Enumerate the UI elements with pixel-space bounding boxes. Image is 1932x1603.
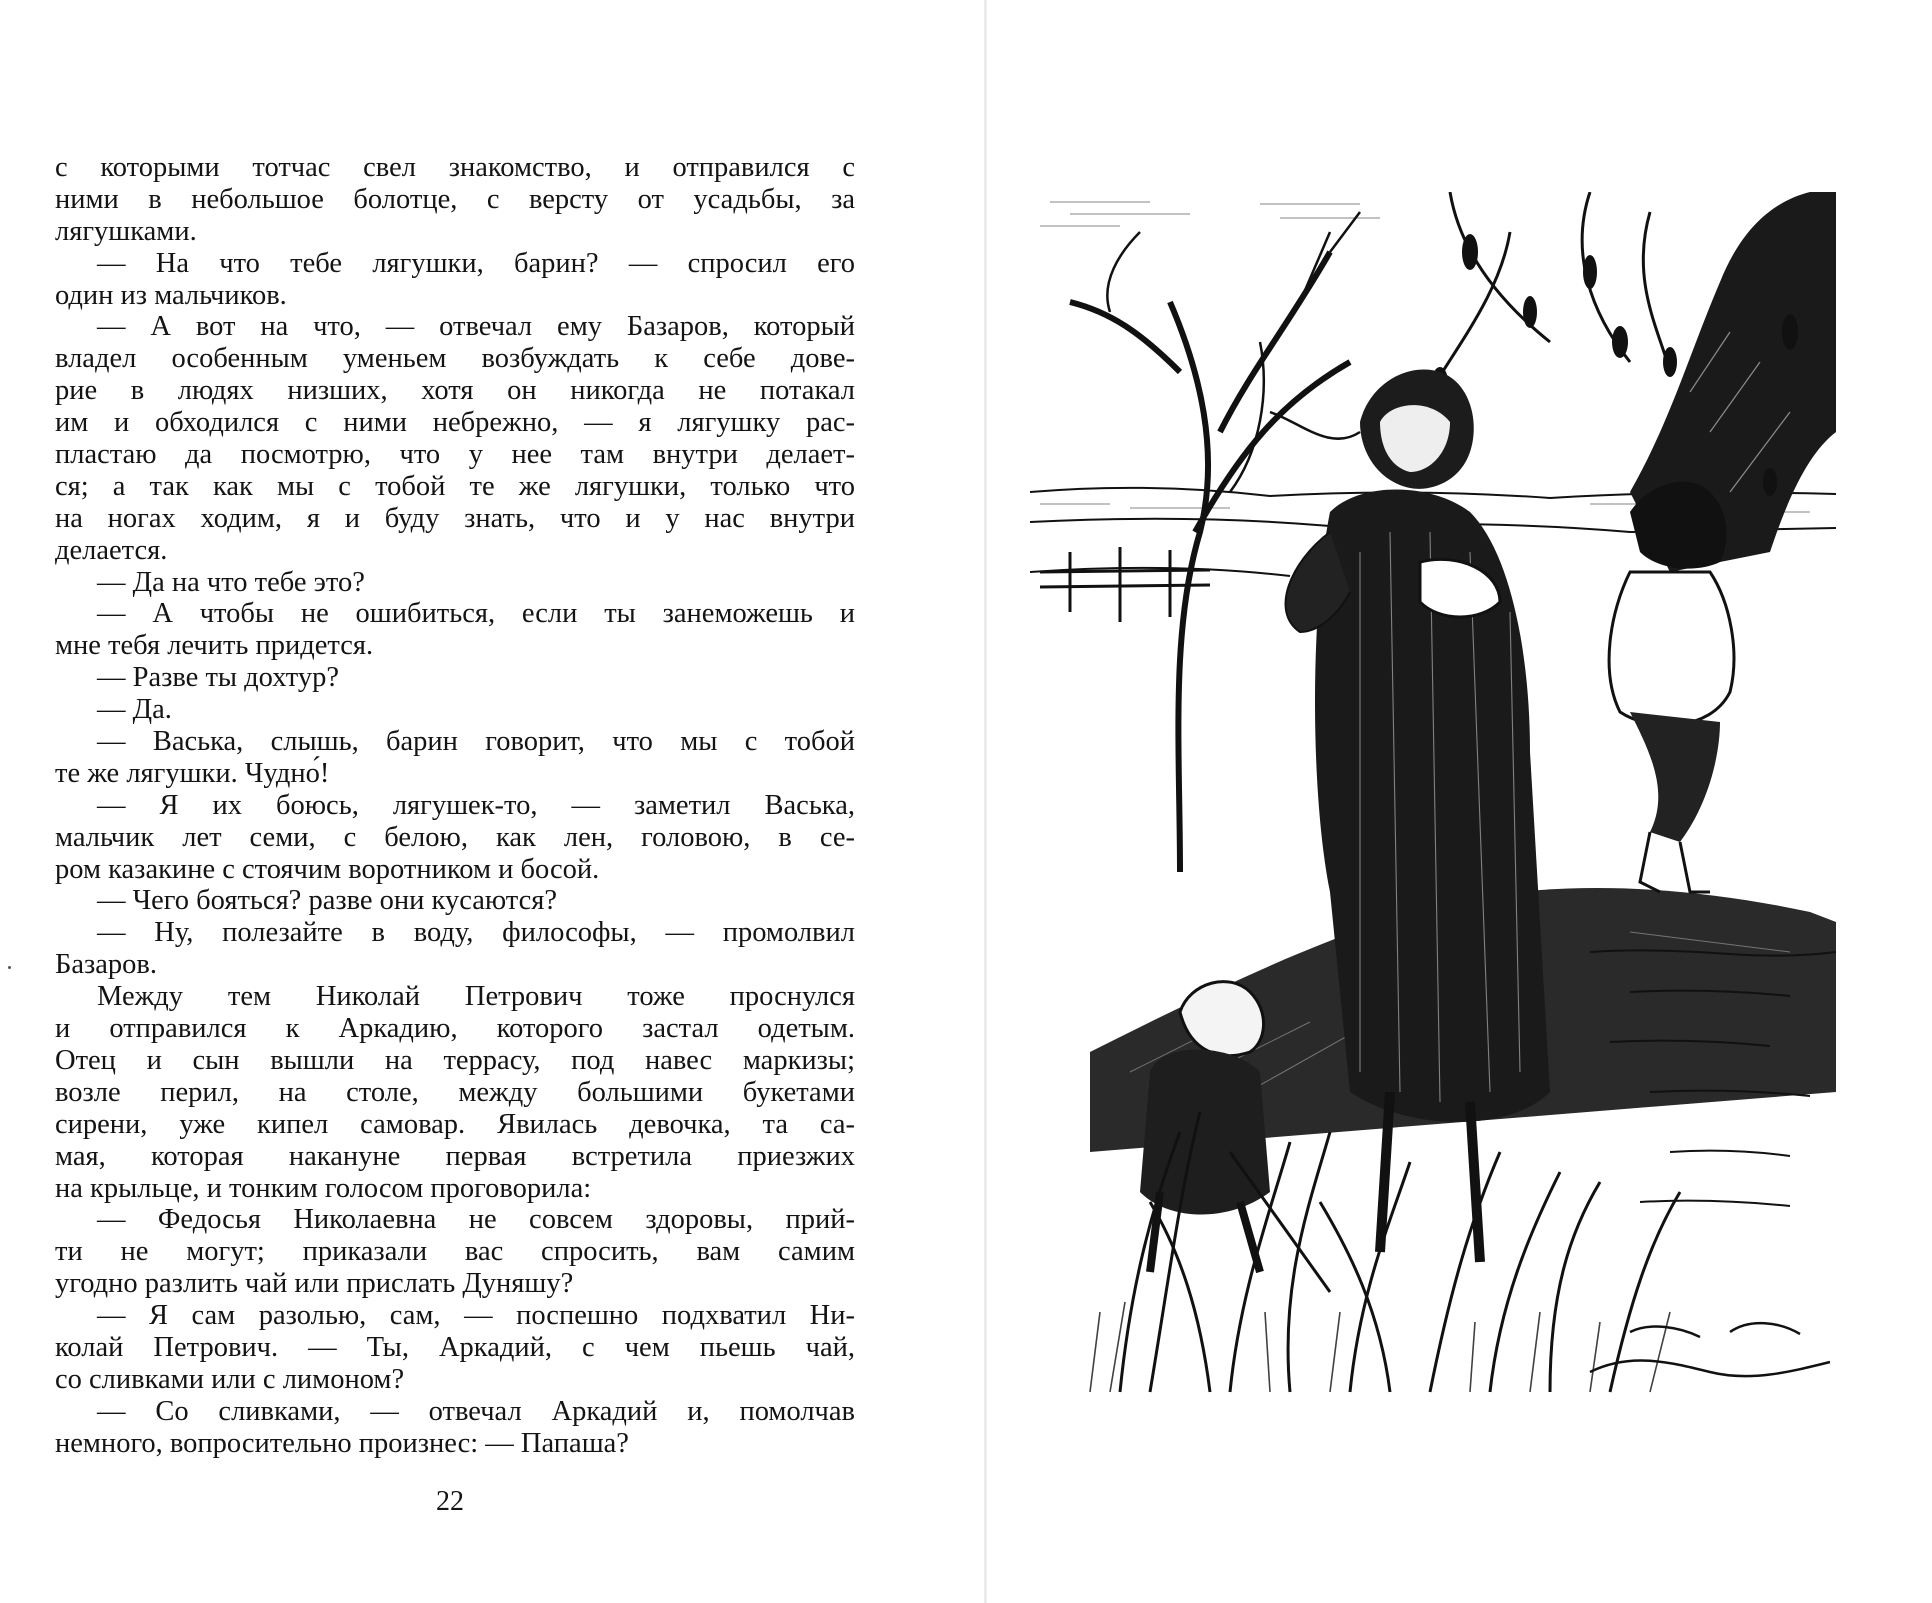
text-line: со сливками или с лимоном? [55, 1363, 405, 1395]
text-line: те же лягушки. Чудно́! [55, 757, 330, 789]
text-line: Между тем Николай Петрович тоже проснулся [97, 981, 855, 1013]
text-line: на крыльце, и тонким голосом проговорила: [55, 1172, 592, 1204]
text-line: — Ну, полезайте в воду, философы, — промолвил [97, 917, 855, 949]
text-line: Базаров. [55, 949, 158, 981]
text-line: один из мальчиков. [55, 279, 287, 311]
ink-speck [8, 966, 11, 969]
text-line: им и обходился с ними небрежно, — я лягушку рас- [55, 407, 855, 439]
text-line: с которыми тотчас свел знакомство, и отправился с [55, 152, 855, 183]
text-line: ними в небольшое болотце, с версту от усадьбы, за [55, 183, 855, 215]
text-line: — Чего бояться? разве они кусаются? [97, 885, 558, 917]
text-line: — Да. [97, 694, 172, 726]
text-line: ся; а так как мы с тобой те же лягушки, только что [55, 470, 855, 502]
text-line: — Я их боюсь, лягушек-то, — заметил Васька, [97, 789, 855, 821]
text-line: владел особенным уменьем возбуждать к себе дове- [55, 343, 855, 375]
text-line: Отец и сын вышли на террасу, под навес маркизы; [55, 1044, 855, 1076]
text-line: колай Петрович. — Ты, Аркадий, с чем пьешь чай, [55, 1331, 855, 1363]
text-line: — Васька, слышь, барин говорит, что мы с тобой [97, 726, 855, 758]
text-line: лягушками. [55, 215, 197, 247]
text-line: делается. [55, 534, 168, 566]
text-line: — Разве ты дохтур? [97, 662, 339, 694]
text-line: пластаю да посмотрю, что у нее там внутри делает- [55, 439, 855, 471]
text-line: мне тебя лечить придется. [55, 630, 374, 662]
text-line: и отправился к Аркадию, которого застал одетым. [55, 1013, 855, 1045]
text-line: ром казакине с стоячим воротником и босой. [55, 853, 600, 885]
text-line: — А вот на что, — отвечал ему Базаров, который [97, 311, 855, 343]
text-column [55, 152, 855, 1460]
pen-and-ink-illustration-icon [1030, 192, 1836, 1395]
text-line: сирени, уже кипел самовар. Явилась девочка, та са- [55, 1108, 855, 1140]
text-line: мальчик лет семи, с белою, как лен, головою, в се- [55, 821, 855, 853]
text-line: рие в людях низших, хотя он никогда не потакал [55, 375, 855, 407]
text-line: мая, которая накануне первая встретила приезжих [55, 1140, 855, 1172]
text-line: немного, вопросительно произнес: — Папаша? [55, 1427, 629, 1459]
text-line: — На что тебе лягушки, барин? — спросил его [97, 247, 855, 279]
text-line: — Со сливками, — отвечал Аркадий и, помолчав [97, 1395, 855, 1427]
text-line: ти не могут; приказали вас спросить, вам самим [55, 1236, 855, 1268]
text-line: на ногах ходим, я и буду знать, что и у нас внутри [55, 502, 855, 534]
page-number: 22 [436, 1486, 464, 1517]
text-line: — Я сам разолью, сам, — поспешно подхватил Ни- [97, 1300, 855, 1332]
text-line: — А чтобы не ошибиться, если ты занеможешь и [97, 598, 855, 630]
text-line: — Да на что тебе это? [97, 566, 365, 598]
text-line: — Федосья Николаевна не совсем здоровы, прий- [97, 1204, 855, 1236]
text-line: возле перил, на столе, между большими букетами [55, 1076, 855, 1108]
text-line: угодно разлить чай или прислать Дуняшу? [55, 1268, 574, 1300]
